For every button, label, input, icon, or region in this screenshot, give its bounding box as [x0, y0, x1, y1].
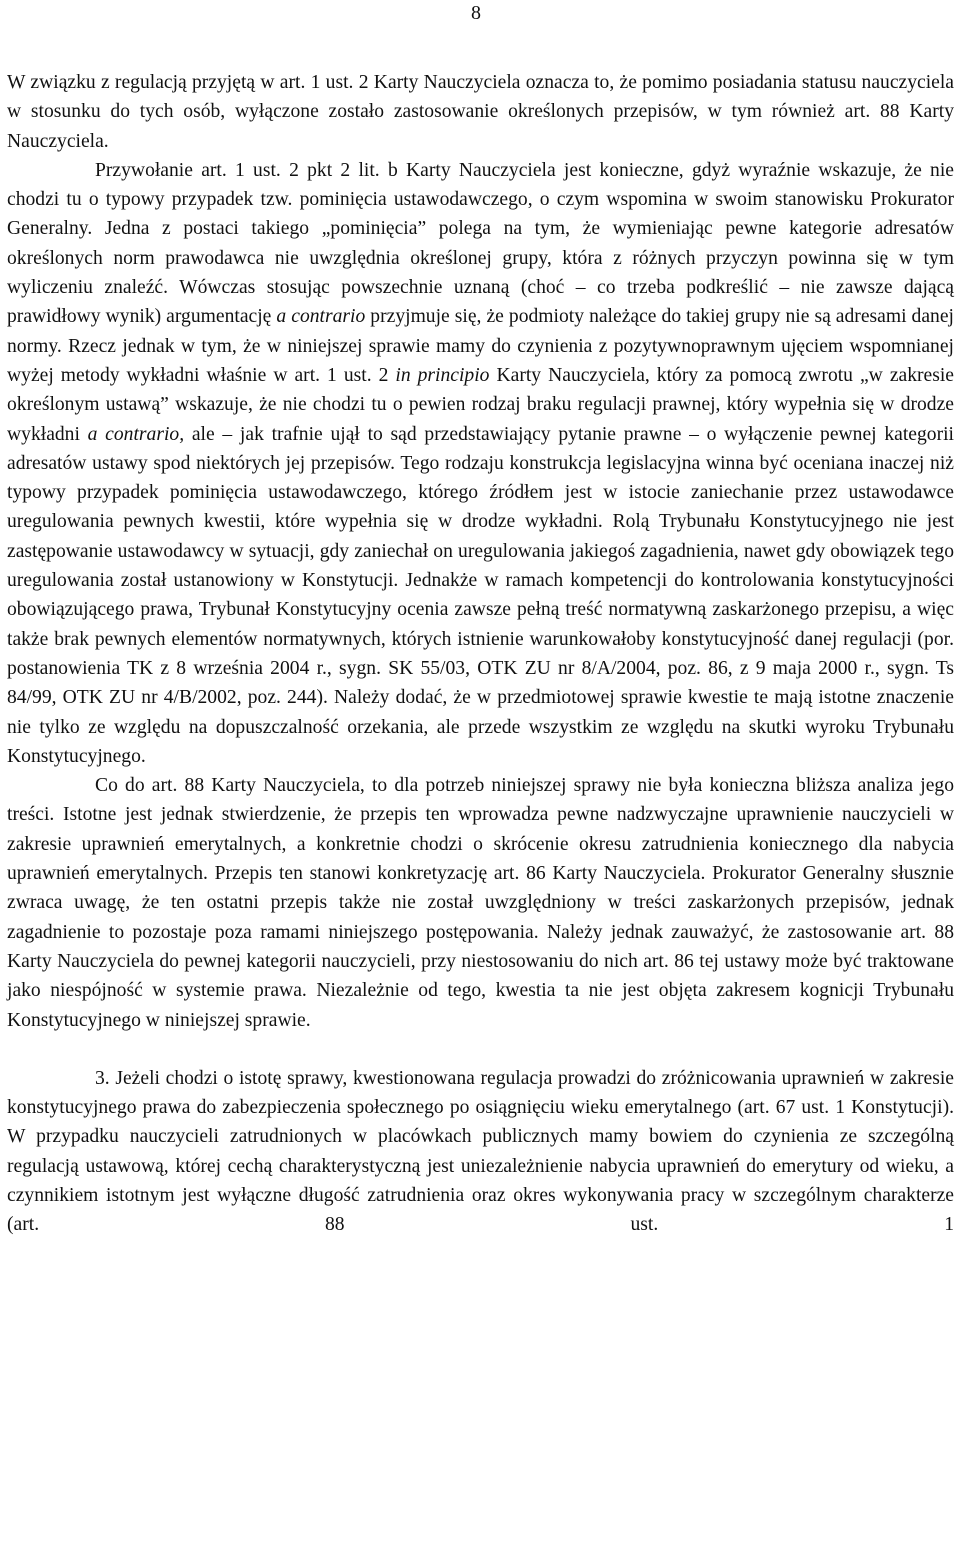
- document-body: [7, 68, 954, 1240]
- text-run: W związku z regulacją przyjętą w art. 1 ust. 2 Karty Nauczyciela oznacza to, że pomimo posiadania statusu nauczyciela w stosunku do tych osób, wyłączone zostało zastosowanie określonych przepisów, w tym również art. 88 Karty Nauczyciela.: [7, 72, 954, 152]
- italic-phrase: a contrario: [276, 306, 366, 328]
- page-number: 8: [471, 2, 481, 24]
- paragraph-4: [7, 1064, 954, 1240]
- text-run: Karty Nauczyciela, który za pomocą zwrotu „w zakresie określonym ustawą” wskazuje, że nie chodzi tu o pewien rodzaj braku regulacji prawnej, który wypełnia się w drodze wykładni: [7, 364, 954, 445]
- italic-phrase: in principio: [395, 364, 490, 386]
- italic-phrase: a contrario,: [87, 423, 185, 445]
- text-run: 3. Jeżeli chodzi o istotę sprawy, kwestionowana regulacja prowadzi do zróżnicowania uprawnień w zakresie konstytucyjnego prawa do zabezpieczenia społecznego po osiągnięciu wieku emerytalnego (art. 67 ust. 1 Konstytucji). W przypadku nauczycieli zatrudnionych w placówkach publicznych mamy bowiem do czynienia ze szczególną regulacją ustawową, której cechą charakterystyczną jest uniezależnienie nabycia uprawnień do emerytury od wieku, a czynnikiem istotnym jest wyłączne długość zatrudnienia oraz okres wykonywania pracy w szczególnym charakterze (art. 88 ust. 1: [7, 1067, 954, 1236]
- paragraph-2: [7, 156, 954, 771]
- text-run: przyjmuje się, że podmioty należące do takiej grupy nie są adresami danej normy. Rzecz jednak w tym, że w niniejszej sprawie mamy do czynienia z pozytywnoprawnym ujęciem wspomnianej wyżej metody wykładni właśnie w art. 1 ust. 2: [7, 306, 954, 386]
- text-run: Co do art. 88 Karty Nauczyciela, to dla potrzeb niniejszej sprawy nie była konieczna bliższa analiza jego treści. Istotne jest jednak stwierdzenie, że przepis ten wprowadza pewne nadzwyczajne uprawnienie nauczycieli w zakresie uprawnień emerytalnych, a konkretnie chodzi o skrócenie okresu zatrudnienia koniecznego dla nabycia uprawnień emerytalnych. Przepis ten stanowi konkretyzację art. 86 Karty Nauczyciela. Prokurator Generalny słusznie zwraca uwagę, że ten ostatni przepis także nie został uwzględniony w treści zaskarżonych przepisów, jednak zagadnienie to pozostaje poza ramami niniejszego postępowania. Należy jednak zauważyć, że zastosowanie art. 88 Karty Nauczyciela do pewnej kategorii nauczycieli, przy niestosowaniu do nich art. 86 tej ustawy może być traktowane jako niespójność w systemie prawa. Niezależnie od tego, kwestia ta nie jest objęta zakresem kognicji Trybunału Konstytucyjnego w niniejszej sprawie.: [7, 775, 954, 1031]
- text-run: ale – jak trafnie ujął to sąd przedstawiający pytanie prawne – o wyłączenie pewnej kategorii adresatów ustawy spod niektórych jej przepisów. Tego rodzaju konstrukcja legislacyjna winna być oceniana inaczej niż typowy przypadek pominięcia ustawodawczego, którego źródłem jest w istocie zaniechanie przez ustawodawce uregulowania pewnych kwestii, które wypełnia się w drodze wykładni. Rolą Trybunału Konstytucyjnego nie jest zastępowanie ustawodawcy w sytuacji, gdy zaniechał on uregulowania jakiegoś zagadnienia, nawet gdy obowiązek tego uregulowania został ustanowiony w Konstytucji. Jednakże w ramach kompetencji do kontrolowania konstytucyjności obowiązującego prawa, Trybunał Konstytucyjny ocenia zawsze pełną treść normatywną zaskarżonego przepisu, a więc także brak pewnych elementów normatywnych, których istnienie warunkowałoby konstytucyjność danej regulacji (por. postanowienia TK z 8 września 2004 r., sygn. SK 55/03, OTK ZU nr 8/A/2004, poz. 86, z 9 maja 2000 r., sygn. Ts 84/99, OTK ZU nr 4/B/2002, poz. 244). Należy dodać, że w przedmiotowej sprawie kwestie te mają istotne znaczenie nie tylko ze względu na dopuszczalność orzekania, ale przede wszystkim ze względu na skutki wyroku Trybunału Konstytucyjnego.: [7, 423, 954, 767]
- paragraph-1: [7, 68, 954, 156]
- paragraph-3: [7, 771, 954, 1035]
- text-run: Przywołanie art. 1 ust. 2 pkt 2 lit. b Karty Nauczyciela jest konieczne, gdyż wyraźnie wskazuje, że nie chodzi tu o typowy przypadek tzw. pominięcia ustawodawczego, o czym wspomina w swoim stanowisku Prokurator Generalny. Jedna z postaci takiego „pominięcia” polega na tym, że wymieniając pewne kategorie adresatów określonych norm prawodawca nie uwzględnia określonej grupy, która z różnych przyczyn powinna się w tym wyliczeniu znaleźć. Wówczas stosując powszechnie uznaną (choć – co trzeba podkreślić – nie zawsze dającą prawidłowy wynik) argumentację: [7, 159, 954, 328]
